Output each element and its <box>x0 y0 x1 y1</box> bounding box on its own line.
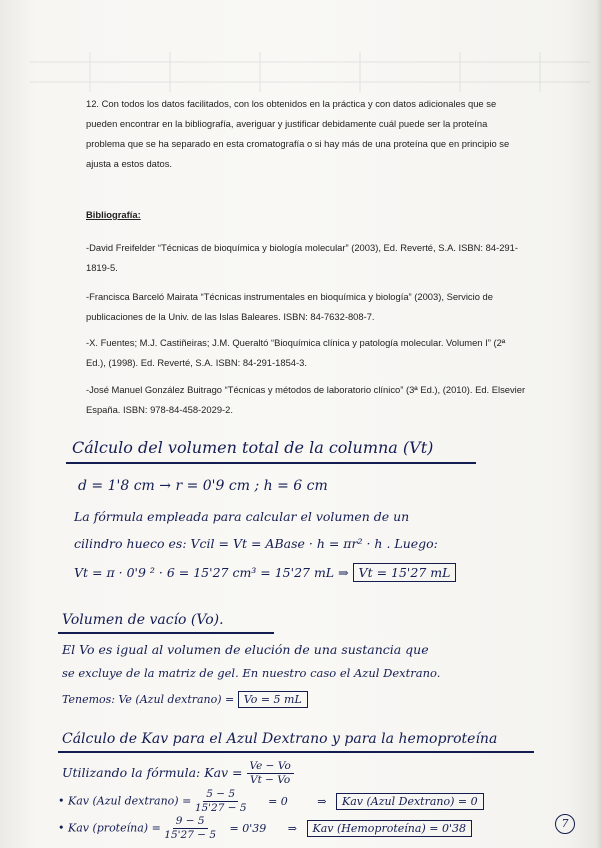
vt-data: d = 1'8 cm → r = 0'9 cm ; h = 6 cm <box>78 478 328 494</box>
vo-have <box>62 693 308 706</box>
kav-formula <box>62 760 294 787</box>
kav-p-equals: = 0'39 <box>229 821 267 835</box>
bibliography-heading: Bibliografía: <box>86 209 141 220</box>
kav-p-label: • Kav (proteína) = <box>58 821 161 835</box>
kav-azul-dextrano-line <box>58 788 484 815</box>
kav-protein-line <box>58 815 472 842</box>
kav-heading: Cálculo de Kav para el Azul Dextrano y para la hemoproteína <box>62 731 498 747</box>
vt-text-line1: La fórmula empleada para calcular el volumen de un <box>74 509 410 524</box>
kav-p-result-box: Kav (Hemoproteína) = 0'38 <box>307 820 472 837</box>
kav-p-denominator: 15'27 − 5 <box>164 829 217 841</box>
bibliography-ref: -X. Fuentes; M.J. Castiñeiras; J.M. Queraltó “Bioquímica clínica y patología molecular. Volumen I” (2ª Ed.), (1998). Ed. Reverté, S.A. ISBN: 84-291-1854-3. <box>86 337 506 368</box>
kav-formula-label: Utilizando la fórmula: Kav = <box>62 765 243 780</box>
kav-formula-denominator: Vt − Vo <box>250 774 291 786</box>
vt-calculation <box>74 565 456 580</box>
bibliography-ref: -Francisca Barceló Mairata “Técnicas instrumentales en bioquímica y biología” (2003), Servicio de publicaciones de la Univ. de las Islas Baleares. ISBN: 84-7632-808-7. <box>86 291 493 322</box>
kav-formula-numerator: Ve − Vo <box>247 760 294 774</box>
kav-ad-equals: = 0 <box>268 794 288 808</box>
vo-result-box: Vo = 5 mL <box>238 691 308 708</box>
kav-ad-fraction <box>195 788 247 815</box>
kav-formula-fraction <box>247 760 294 787</box>
kav-p-arrow: ⇒ <box>287 821 297 835</box>
vt-heading-underline <box>66 462 476 464</box>
kav-p-numerator: 9 − 5 <box>173 815 208 829</box>
vo-heading: Volumen de vacío (Vo). <box>62 612 224 628</box>
vt-result-box: Vt = 15'27 mL <box>353 563 457 582</box>
kav-heading-underline <box>58 751 534 753</box>
vo-text-line1: El Vo es igual al volumen de elución de una sustancia que <box>62 642 429 657</box>
vo-text-line2: se excluye de la matriz de gel. En nuestro caso el Azul Dextrano. <box>62 666 441 680</box>
question-12: 12. Con todos los datos facilitados, con los obtenidos en la práctica y con datos adicionales que se pueden encontrar en la bibliografía, averiguar y justificar debidamente cuál puede ser la proteína problema que se ha separado en esta cromatografía o si hay más de una proteína que en principio se ajusta a estos datos. <box>86 98 510 169</box>
bleed-through-table <box>30 52 590 92</box>
kav-ad-label: • Kav (Azul dextrano) = <box>58 794 192 808</box>
bibliography-ref: -José Manuel González Buitrago “Técnicas y métodos de laboratorio clínico” (3ª Ed.), (2010). Ed. Elsevier España. ISBN: 978-84-458-2029-2. <box>86 384 526 415</box>
vt-text-line2: cilindro hueco es: Vcil = Vt = ABase · h = πr² · h . Luego: <box>74 536 438 551</box>
kav-ad-arrow: ⇒ <box>317 794 327 808</box>
bibliography-ref: -David Freifelder “Técnicas de bioquímica y biología molecular” (2003), Ed. Reverté, S.A. ISBN: 84-291-1819-5. <box>86 242 518 273</box>
vo-have-text: Tenemos: Ve (Azul dextrano) = <box>62 693 235 706</box>
vt-calc-text: Vt = π · 0'9 ² · 6 = 15'27 cm³ = 15'27 mL ⇒ <box>74 565 349 580</box>
vt-heading: Cálculo del volumen total de la columna (Vt) <box>72 438 434 457</box>
kav-ad-denominator: 15'27 − 5 <box>194 802 247 814</box>
vo-heading-underline <box>58 632 274 634</box>
kav-p-fraction <box>164 815 216 842</box>
page-edge-shadow <box>596 0 602 848</box>
kav-ad-numerator: 5 − 5 <box>203 788 238 802</box>
kav-ad-result-box: Kav (Azul Dextrano) = 0 <box>336 793 484 810</box>
page-number: 7 <box>555 814 575 834</box>
